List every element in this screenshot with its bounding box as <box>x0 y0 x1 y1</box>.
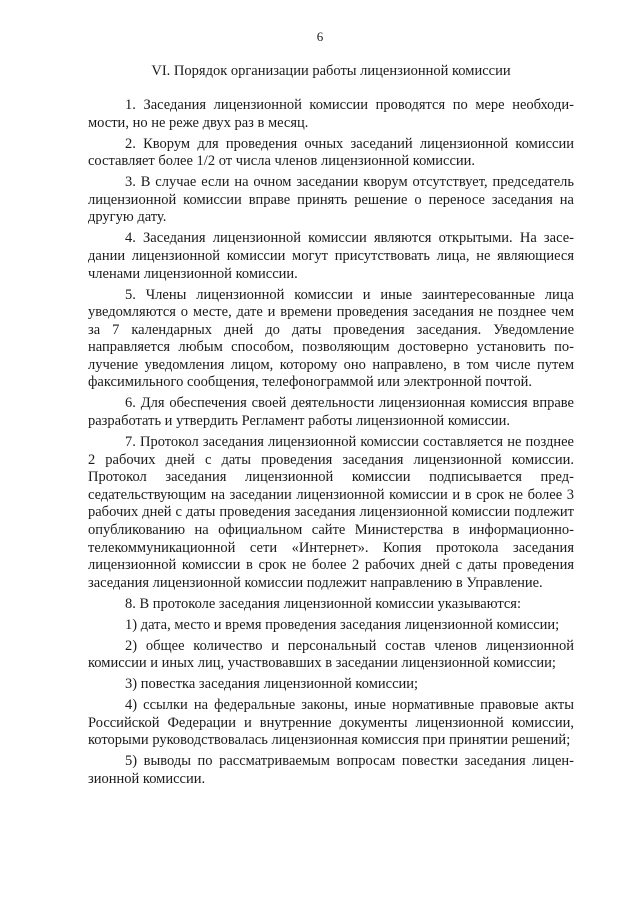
list-item-1: 1) дата, место и время проведения заседания лицензионной комиссии; <box>125 616 560 633</box>
document-body <box>88 97 574 792</box>
paragraph-6: 6. Для обеспечения своей деятельности лицензионная комиссия вправе разработать и утвердить Регламент работы лицензионной комиссии. <box>88 395 574 430</box>
paragraph-5: 5. Члены лицензионной комиссии и иные заинтересованные лица уведомляются о месте, дате и времени проведения заседания не позднее чем за 7 календарных дней до даты проведения заседания. Уведомление направляется любым способом, позволяющим достоверно установить получение уведомления лицом, которому оно направлено, в том числе путем факсимильного сообщения, телефонограммой или электронной почтой. <box>88 286 574 391</box>
list-item-3: 3) повестка заседания лицензионной комиссии; <box>125 676 419 693</box>
paragraph-3: 3. В случае если на очном заседании кворум отсутствует, председатель лицензионной комиссии вправе принять решение о переносе заседания на другую дату. <box>88 174 574 226</box>
section-title: VI. Порядок организации работы лицензионной комиссии <box>151 63 511 79</box>
paragraph-8: 8. В протоколе заседания лицензионной комиссии указываются: <box>125 595 522 612</box>
paragraph-4: 4. Заседания лицензионной комиссии являются открытыми. На заседании лицензионной комиссии могут присутствовать лица, не являющиеся членами лицензионной комиссии. <box>88 230 574 282</box>
paragraph-1: 1. Заседания лицензионной комиссии проводятся по мере необходимости, но не реже двух раз в месяц. <box>88 97 574 131</box>
paragraph-2: 2. Кворум для проведения очных заседаний лицензионной комиссии составляет более 1/2 от числа членов лицензионной комиссии. <box>88 135 574 170</box>
list-item-4: 4) ссылки на федеральные законы, иные нормативные правовые акты Российской Федерации и внутренние документы лицензионной комиссии, которыми руководствовалась лицензионная комиссия при принятии решений; <box>88 697 574 749</box>
list-item-2: 2) общее количество и персональный состав членов лицензионной комиссии и иных лиц, участвовавших в заседании лицензионной комиссии; <box>88 637 574 672</box>
list-item-5: 5) выводы по рассматриваемым вопросам повестки заседания лицензионной комиссии. <box>88 753 574 788</box>
paragraph-7: 7. Протокол заседания лицензионной комиссии составляется не позднее 2 рабочих дней с даты проведения заседания лицензионной комиссии. Протокол заседания лицензионной комиссии подписывается председательствующим на заседании лицензионной комиссии и в срок не более 3 рабочих дней с даты проведения заседания лицензионной комиссии подлежит опубликованию на официальном сайте Министерства в информационно-телекоммуникационной сети «Интернет». Копия протокола заседания лицензионной комиссии в срок не более 2 рабочих дней с даты проведения заседания лицензионной комиссии подлежит направлению в Управление. <box>88 434 574 591</box>
page-number: 6 <box>316 29 324 44</box>
